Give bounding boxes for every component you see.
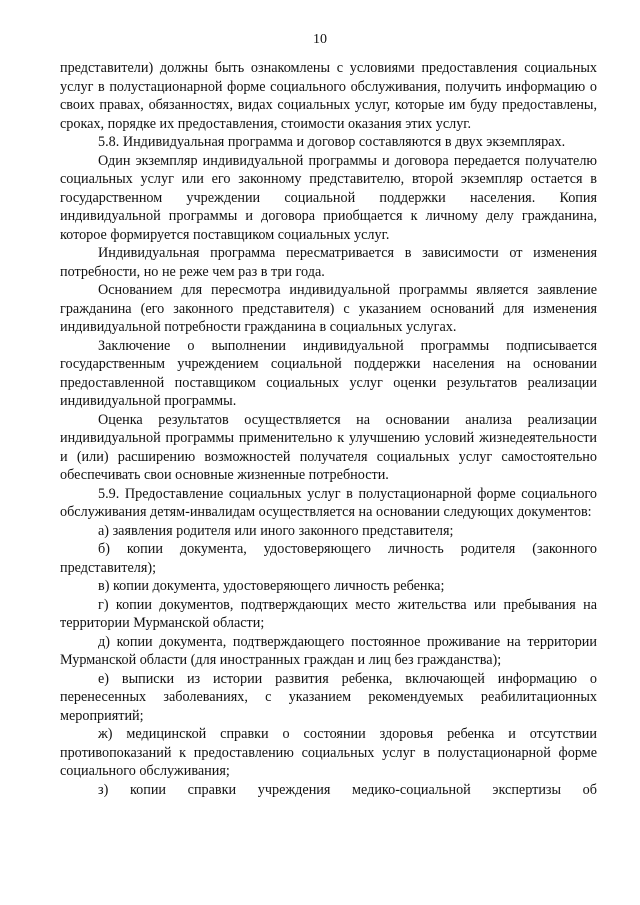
list-item-d: д) копии документа, подтверждающего постоянное проживание на территории Мурманской области (для иностранных граждан и лиц без гражданства); <box>60 633 597 668</box>
document-body <box>60 59 597 799</box>
paragraph: представители) должны быть ознакомлены с условиями предоставления социальных услуг в полустационарной форме социального обслуживания, получить информацию о своих правах, обязанностях, видах социальных услуг, которые им буду предоставлены, сроках, порядке их предоставления, стоимости оказания этих услуг. <box>60 60 597 132</box>
list-item-e: е) выписки из истории развития ребенка, включающей информацию о перенесенных заболеваниях, с указанием рекомендуемых реабилитационных мероприятий; <box>60 670 597 724</box>
page-number: 10 <box>313 32 327 47</box>
paragraph: Оценка результатов осуществляется на основании анализа реализации индивидуальной программы применительно к улучшению условий жизнедеятельности и (или) расширению возможностей получателя социальных услуг самостоятельно обеспечивать свои основные жизненные потребности. <box>60 411 597 483</box>
paragraph-5-9: 5.9. Предоставление социальных услуг в полустационарной форме социального обслуживания детям-инвалидам осуществляется на основании следующих документов: <box>60 485 597 520</box>
list-item-a: а) заявления родителя или иного законного представителя; <box>98 522 454 539</box>
list-item-b: б) копии документа, удостоверяющего личность родителя (законного представителя); <box>60 541 597 576</box>
list-item-zh: ж) медицинской справки о состоянии здоровья ребенка и отсутствии противопоказаний к предоставлению социальных услуг в полустационарной форме социального обслуживания; <box>60 726 597 779</box>
paragraph-5-8: 5.8. Индивидуальная программа и договор составляются в двух экземплярах. <box>98 134 566 150</box>
list-item-g: г) копии документов, подтверждающих место жительства или пребывания на территории Мурманской области; <box>60 596 597 631</box>
paragraph: Заключение о выполнении индивидуальной программы подписывается государственным учреждением социальной поддержки населения на основании предоставленной поставщиком социальных услуг оценки результатов реализации индивидуальной программы. <box>60 337 597 409</box>
list-item-v: в) копии документа, удостоверяющего личность ребенка; <box>98 578 445 594</box>
paragraph: Один экземпляр индивидуальной программы и договора передается получателю социальных услуг или его законному представителю, второй экземпляр остается в государственном учреждении социальной поддержки населения. Копия индивидуальной программы и договора приобщается к личному делу гражданина, которое формируется поставщиком социальных услуг. <box>60 152 597 243</box>
paragraph: Индивидуальная программа пересматривается в зависимости от изменения потребности, но не реже чем раз в три года. <box>60 245 597 280</box>
paragraph: Основанием для пересмотра индивидуальной программы является заявление гражданина (его законного представителя) с указанием оснований для изменения индивидуальной потребности гражданина в социальных услугах. <box>60 282 597 335</box>
list-item-z: з) копии справки учреждения медико-социальной экспертизы об <box>98 781 597 798</box>
